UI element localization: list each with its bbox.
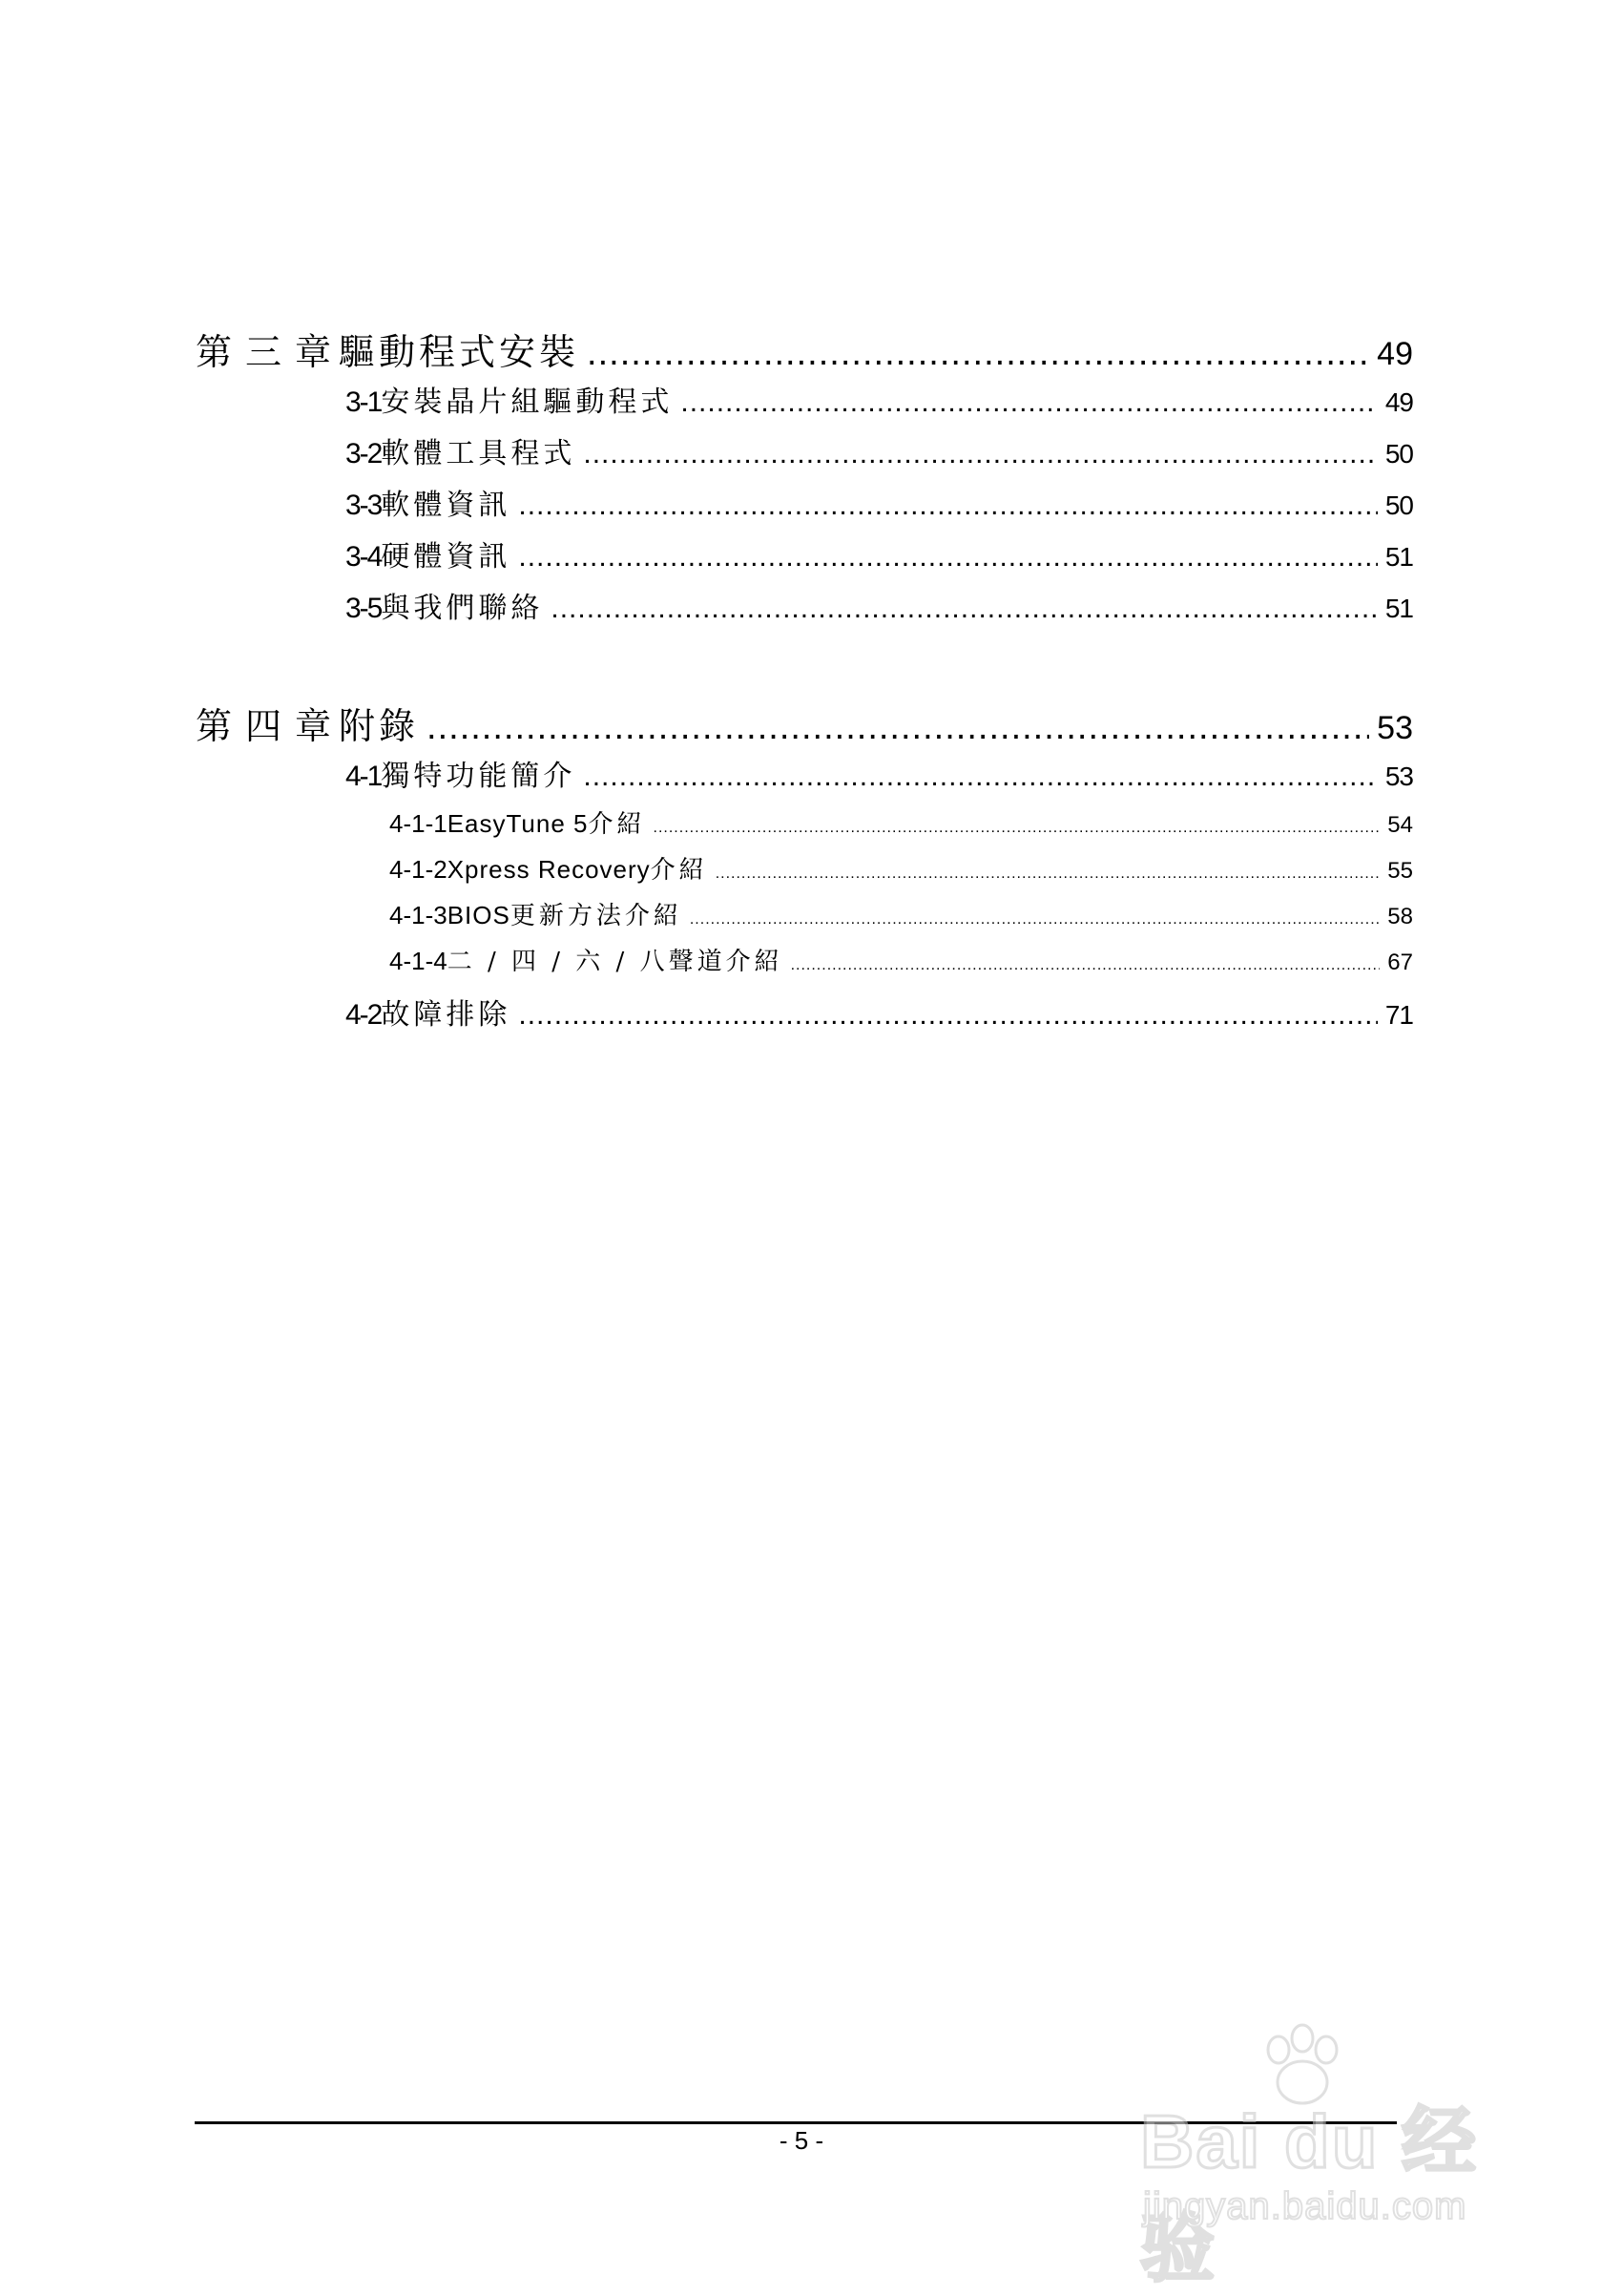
chapter-title: 驅動程式安裝: [339, 331, 580, 373]
toc-section-4-1[interactable]: [345, 752, 1413, 794]
dot-leader: [716, 866, 1381, 883]
page-number: 51: [1384, 542, 1413, 572]
chapter-number: 第四章: [196, 705, 345, 747]
dot-leader: [583, 761, 1377, 793]
dot-leader: [518, 490, 1377, 522]
page-number: 49: [1377, 336, 1413, 372]
page-number: 53: [1384, 762, 1413, 791]
page-number: 50: [1384, 491, 1413, 520]
dot-leader: [690, 911, 1380, 929]
section-title: 安裝晶片組驅動程式: [381, 386, 674, 419]
page-number: 49: [1384, 387, 1413, 417]
toc-chapter-3[interactable]: [196, 323, 1413, 375]
subsection-title: 介紹: [588, 810, 646, 839]
chapter-title: 附錄: [339, 705, 420, 747]
dot-leader: [791, 957, 1381, 974]
toc-subsection-4-1-4[interactable]: [389, 942, 1413, 977]
dot-leader: [518, 999, 1377, 1032]
toc-chapter-4[interactable]: [196, 697, 1413, 749]
dot-leader: [518, 541, 1377, 574]
section-number: 3-2: [345, 438, 382, 470]
subsection-title-latin: BIOS: [447, 901, 510, 929]
subsection-title: 介紹: [650, 856, 708, 885]
section-title: 軟體工具程式: [381, 437, 576, 470]
toc-section-3-1[interactable]: [345, 378, 1413, 420]
toc-section-3-2[interactable]: [345, 429, 1413, 471]
subsection-number: 4-1-3: [389, 901, 447, 929]
dot-leader: [654, 820, 1381, 837]
section-title: 軟體資訊: [381, 489, 511, 522]
chapter-number: 第三章: [196, 331, 345, 373]
footer-page-number: - 5 -: [779, 2126, 824, 2155]
section-title: 獨特功能簡介: [381, 760, 576, 793]
page-number: 58: [1387, 904, 1413, 929]
subsection-number: 4-1-4: [389, 947, 447, 975]
subsection-title: 二 / 四 / 六 / 八聲道介紹: [447, 948, 783, 976]
subsection-number: 4-1-2: [389, 855, 447, 884]
section-number: 3-5: [345, 593, 382, 624]
page-number: 50: [1384, 439, 1413, 469]
page-number: 53: [1377, 710, 1413, 746]
toc-section-3-5[interactable]: [345, 584, 1413, 626]
subsection-title: 更新方法介紹: [509, 902, 682, 930]
toc-section-3-4[interactable]: [345, 532, 1413, 574]
section-number: 4-2: [345, 999, 382, 1031]
section-number: 3-3: [345, 490, 382, 521]
toc-subsection-4-1-3[interactable]: [389, 896, 1413, 931]
subsection-title-latin: EasyTune 5: [447, 809, 589, 838]
page-number: 71: [1384, 1000, 1413, 1030]
watermark-url: jingyan.baidu.com: [1143, 2185, 1467, 2227]
watermark-brand: Bai du 经验: [1140, 2099, 1479, 2290]
section-number: 3-1: [345, 386, 382, 418]
page-number: 67: [1387, 950, 1413, 975]
toc-section-4-2[interactable]: [345, 991, 1413, 1033]
baidu-watermark: [1135, 2023, 1536, 2290]
section-title: 故障排除: [381, 998, 511, 1032]
dot-leader: [587, 333, 1369, 374]
page-number: 55: [1387, 858, 1413, 884]
dot-leader: [680, 386, 1377, 419]
toc-subsection-4-1-2[interactable]: [389, 850, 1413, 886]
dot-leader: [551, 593, 1377, 625]
dot-leader: [426, 707, 1369, 748]
section-title: 與我們聯絡: [381, 592, 544, 625]
toc-subsection-4-1-1[interactable]: [389, 804, 1413, 840]
section-title: 硬體資訊: [381, 540, 511, 574]
subsection-number: 4-1-1: [389, 809, 447, 838]
section-number: 4-1: [345, 761, 382, 792]
dot-leader: [583, 438, 1377, 470]
subsection-title-latin: Xpress Recovery: [447, 855, 651, 884]
toc-section-3-3[interactable]: [345, 481, 1413, 523]
section-number: 3-4: [345, 541, 382, 573]
page-number: 51: [1384, 594, 1413, 623]
page-number: 54: [1387, 812, 1413, 838]
